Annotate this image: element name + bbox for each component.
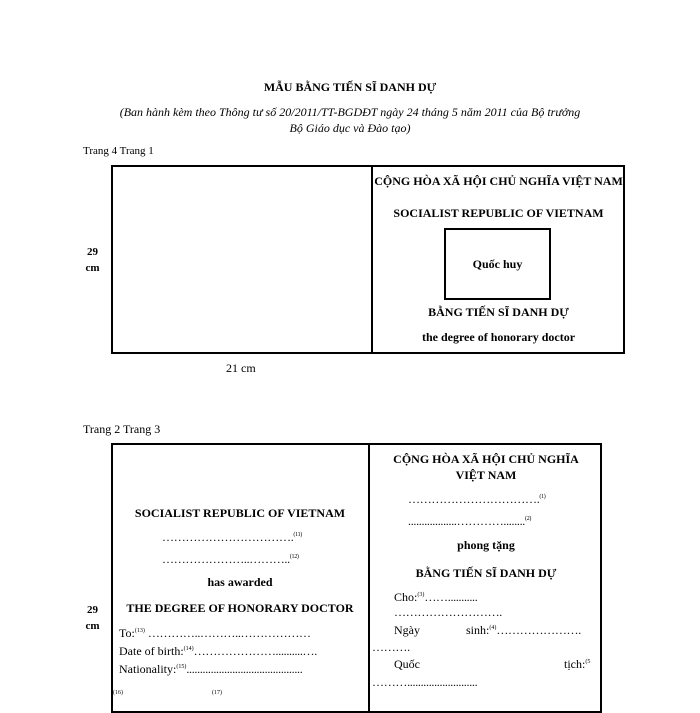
page2-height-label xyxy=(80,602,105,634)
page2-right-cho-field xyxy=(394,590,477,605)
footnote-17: (17) xyxy=(212,690,222,696)
page2-right-degree-vn: BẰNG TIẾN SĨ DANH DỰ xyxy=(415,566,557,580)
document-title: MẪU BẰNG TIẾN SĨ DANH DỰ xyxy=(263,80,437,94)
page2-right-country-vn-2: VIỆT NAM xyxy=(455,468,517,482)
to-footnote: (13) xyxy=(134,628,145,634)
page2-height-unit: cm xyxy=(85,620,100,632)
page2-right-sinh-field xyxy=(466,623,581,638)
right-line1-footnote: (1) xyxy=(539,494,546,500)
emblem-label: Quốc huy xyxy=(472,256,523,271)
sinh-dots: …………………. xyxy=(496,623,581,637)
page1-width-label: 21 cm xyxy=(226,361,256,375)
sinh-dots-continued: ………. xyxy=(372,640,410,654)
tich-footnote: (5 xyxy=(585,659,591,665)
quoc-label: Quốc xyxy=(394,657,420,671)
dob-footnote: (14) xyxy=(183,646,194,652)
cho-dots: ……........... xyxy=(424,590,478,604)
line11-dots: ……………………………. xyxy=(162,530,294,544)
document-subtitle-line1: (Ban hành kèm theo Thông tư số 20/2011/TT-BGDĐT ngày 24 tháng 5 năm 2011 của Bộ trưởng xyxy=(119,105,581,119)
page2-right-country-vn-1: CỘNG HÒA XÃ HỘI CHỦ NGHĨA xyxy=(393,452,579,466)
line11-footnote: (11) xyxy=(293,532,302,538)
nationality-footnote: (15) xyxy=(176,664,187,670)
dob-label: Date of birth: xyxy=(119,644,184,658)
page1-country-vn: CỘNG HÒA XÃ HỘI CHỦ NGHĨA VIỆT NAM xyxy=(374,174,623,188)
right-line2-dots: ..................…………........ xyxy=(408,514,526,528)
page1-country-en: SOCIALIST REPUBLIC OF VIETNAM xyxy=(393,206,604,220)
ngay-label: Ngày xyxy=(394,623,420,637)
nationality-label: Nationality: xyxy=(119,662,177,676)
cho-label: Cho: xyxy=(394,590,418,604)
page2-left-nationality-field xyxy=(119,662,302,677)
right-line1-dots: ……………………………. xyxy=(408,492,540,506)
page2-left-line11 xyxy=(162,530,302,545)
page2-label: Trang 2 Trang 3 xyxy=(83,422,161,436)
line12-footnote: (12) xyxy=(289,554,299,560)
page1-height-unit: cm xyxy=(85,262,100,274)
to-dots: …………..………..……………… xyxy=(147,626,311,640)
document-subtitle-line2: Bộ Giáo dục và Đào tạo) xyxy=(289,121,411,135)
page2-left-degree-en: THE DEGREE OF HONORARY DOCTOR xyxy=(126,601,354,615)
page2-right-line1 xyxy=(408,492,546,507)
page2-height-value: 29 xyxy=(87,604,98,616)
tich-label: tịch: xyxy=(564,657,586,671)
footnote-16: (16) xyxy=(113,690,123,696)
page2-left-to-field xyxy=(119,626,311,641)
page2-left-awarded: has awarded xyxy=(207,575,273,589)
page2-left-dob-field xyxy=(119,644,317,659)
cho-dots-continued: ………………………. xyxy=(394,605,503,619)
dob-dots: …………………..........…. xyxy=(193,644,317,658)
page1-fold-line xyxy=(371,165,373,354)
quoc-tich-dots: ……….......................... xyxy=(372,675,478,689)
page2-left-line12 xyxy=(162,552,299,567)
page2-right-line2 xyxy=(408,514,531,529)
to-label: To: xyxy=(119,626,135,640)
page2-left-country-en: SOCIALIST REPUBLIC OF VIETNAM xyxy=(134,506,346,520)
page1-degree-vn: BẰNG TIẾN SĨ DANH DỰ xyxy=(428,305,569,319)
page1-label: Trang 4 Trang 1 xyxy=(83,145,154,157)
sinh-label: sinh: xyxy=(466,623,490,637)
page1-height-value: 29 xyxy=(87,246,98,258)
line12-dots: …………………..……….. xyxy=(162,552,290,566)
page2-right-tich-field xyxy=(564,657,590,672)
page1-height-label xyxy=(80,244,105,276)
page1-degree-en: the degree of honorary doctor xyxy=(421,330,576,344)
page2-right-conferred: phong tặng xyxy=(457,538,515,552)
nationality-dots: ........................................... xyxy=(186,662,303,676)
sinh-footnote: (4) xyxy=(489,625,497,631)
cho-footnote: (3) xyxy=(417,592,425,598)
right-line2-footnote: (2) xyxy=(525,516,532,522)
national-emblem-placeholder xyxy=(444,228,551,300)
